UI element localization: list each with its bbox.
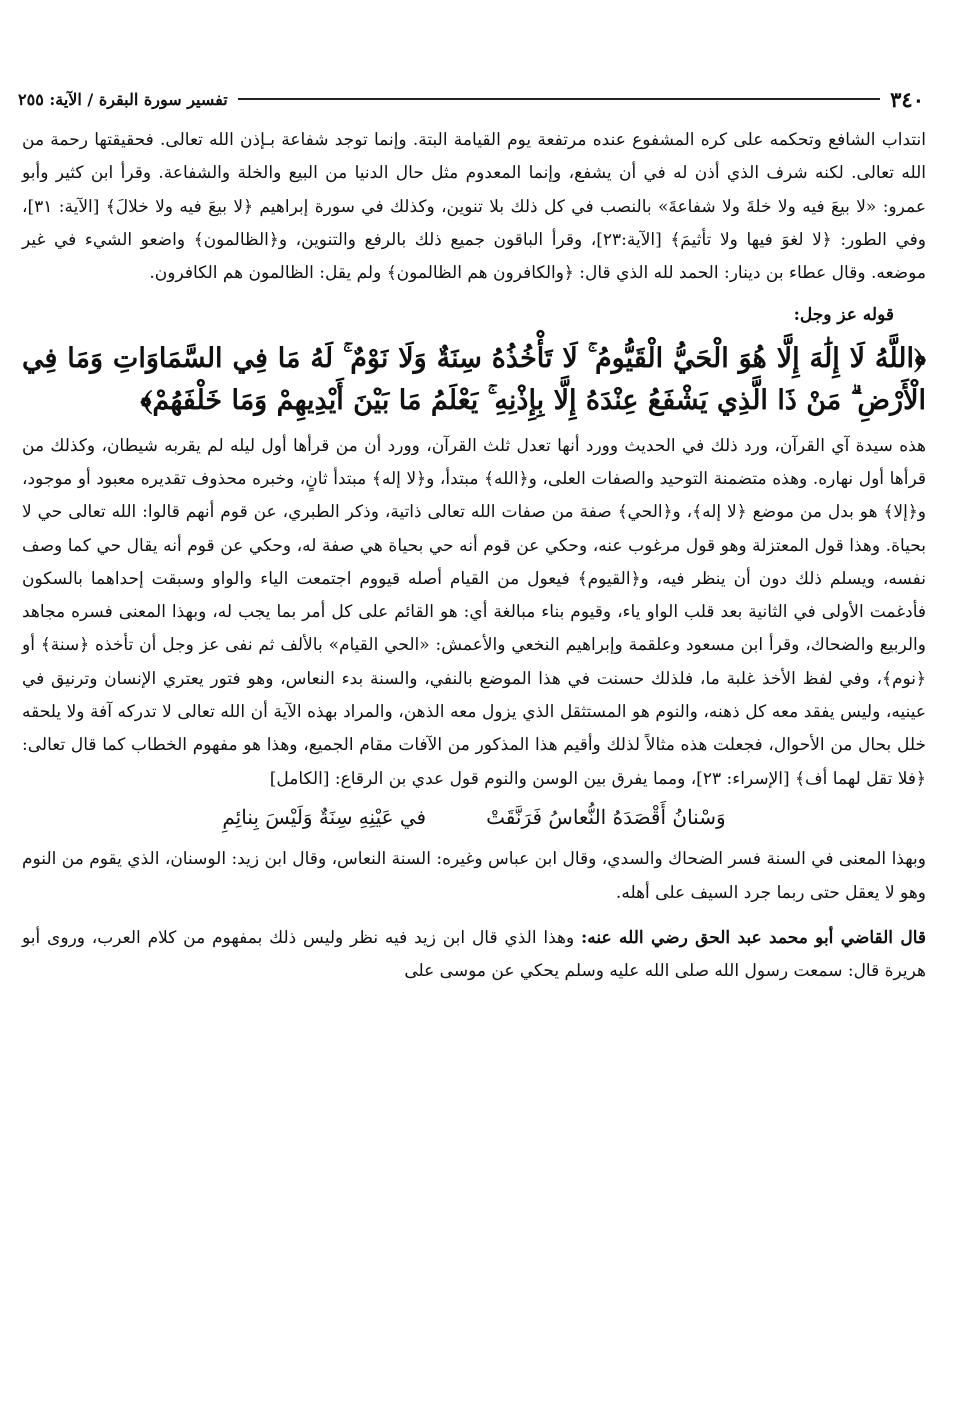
poetry-verse	[22, 798, 926, 837]
page-number: ٣٤٠	[890, 86, 924, 112]
running-title: تفسير سورة البقرة / الآية: ٢٥٥	[18, 89, 228, 109]
paragraph-4	[22, 922, 926, 989]
hemistich-second: في عَيْنِهِ سِنَةٌ وَلَيْسَ بِنائِمِ	[222, 805, 427, 829]
paragraph-1: انتداب الشافع وتحكمه على كره المشفوع عنده مرتفعة يوم القيامة البتة. وإنما توجد شفاعة بـإذن الله تعالى. فحقيقتها رحمة من الله تعالى. لكنه شرف الذي أذن له في أن يشفع، وإنما المعدوم مثل حال الدنيا من البيع والخلة والشفاعة. وقرأ ابن كثير وأبو عمرو: «لا بيعَ فيه ولا خلةَ ولا شفاعةَ» بالنصب في كل ذلك بلا تنوين، وكذلك في سورة إبراهيم ﴿لا بيعَ فيه ولا خلالَ﴾ [الآية: ٣١]، وفي الطور: ﴿لا لغوَ فيها ولا تأثيمَ﴾ [الآية:٢٣]، وقرأ الباقون جميع ذلك بالرفع والتنوين، و﴿الظالمون﴾ واضعو الشيء في غير موضعه. وقال عطاء بن دينار: الحمد لله الذي قال: ﴿والكافرون هم الظالمون﴾ ولم يقل: الظالمون هم الكافرون.	[22, 130, 926, 284]
paragraph-4-rest: وهذا الذي قال ابن زيد فيه نظر وليس ذلك بمفهوم من كلام العرب، وروى أبو هريرة قال: سمعت رسول الله صلى الله عليه وسلم يحكي عن موسى على	[22, 927, 926, 982]
quran-verse: ﴿اللَّهُ لَا إِلَٰهَ إِلَّا هُوَ الْحَيُّ الْقَيُّومُ ۚ لَا تَأْخُذُهُ سِنَةٌ وَلَا نَوْمٌ ۚ لَهُ مَا فِي السَّمَاوَاتِ وَمَا فِي الْأَرْضِ ۗ مَنْ ذَا الَّذِي يَشْفَعُ عِنْدَهُ إِلَّا بِإِذْنِهِ ۚ يَعْلَمُ مَا بَيْنَ أَيْدِيهِمْ وَمَا خَلْفَهُمْ﴾	[22, 342, 926, 416]
paragraph-3: وبهذا المعنى في السنة فسر الضحاك والسدي، وقال ابن عباس وغيره: السنة النعاس، وقال ابن زيد: الوسنان، الذي يقوم من النوم وهو لا يعقل حتى ربما جرد السيف على أهله.	[22, 849, 926, 903]
paragraph-4-lead: قال القاضي أبو محمد عبد الحق رضي الله عنه:	[581, 927, 926, 948]
hemistich-first: وَسْنانُ أَقْصَدَهُ النُّعاسُ فَرَنَّقَتْ	[486, 805, 726, 829]
verse-intro: قوله عز وجل:	[793, 304, 894, 325]
page-header	[18, 84, 924, 114]
header-rule	[238, 98, 880, 100]
paragraph-2: هذه سيدة آي القرآن، ورد ذلك في الحديث وورد أنها تعدل ثلث القرآن، وورد أن من قرأها أول ليله لم يقربه شيطان، وكذلك من قرأها أول نهاره. وهذه متضمنة التوحيد والصفات العلى، و﴿الله﴾ مبتدأ، و﴿لا إله﴾ مبتدأ ثانٍ، وخبره محذوف تقديره معبود أو موجود، و﴿إلا﴾ هو بدل من موضع ﴿لا إله﴾، و﴿الحي﴾ صفة من صفات الله تعالى ذاتية، وذكر الطبري، عن قوم أنهم قالوا: الله تعالى حي لا بحياة. وهذا قول المعتزلة وهو قول مرغوب عنه، وحكي عن قوم أنه حي بحياة هي صفة له، وحكي عن قوم أنه يقال حي كما وصف نفسه، ويسلم ذلك دون أن ينظر فيه، و﴿القيوم﴾ فيعول من القيام أصله قيووم اجتمعت الياء والواو وسبقت إحداهما بالسكون فأدغمت الأولى في الثانية بعد قلب الواو ياء، وقيوم بناء مبالغة أي: هو القائم على كل أمر بما يجب له، وبهذا المعنى فسره مجاهد والربيع والضحاك، وقرأ ابن مسعود وعلقمة وإبراهيم النخعي والأعمش: «الحي القيام» بالألف ثم نفى عز وجل أن تأخذه ﴿سنة﴾ أو ﴿نوم﴾، وفي لفظ الأخذ غلبة ما، فلذلك حسنت في هذا الموضع بالنفي، والسنة بدء النعاس، وهو فتور يعتري الإنسان وترنيق في عينيه، وليس يفقد معه كل ذهنه، والنوم هو المستثقل الذي يزول معه الذهن، والمراد بهذه الآية أن الله تعالى لا تدركه آفة ولا يلحقه خلل بحال من الأحوال، فجعلت هذه مثالاً لذلك وأقيم هذا المذكور من الآفات مقام الجميع، وهذا هو مفهوم الخطاب كما قال تعالى: ﴿فلا تقل لهما أف﴾ [الإسراء: ٢٣]، ومما يفرق بين الوسن والنوم قول عدي بن الرقاع: [الكامل]	[22, 435, 926, 789]
main-text	[22, 124, 926, 988]
